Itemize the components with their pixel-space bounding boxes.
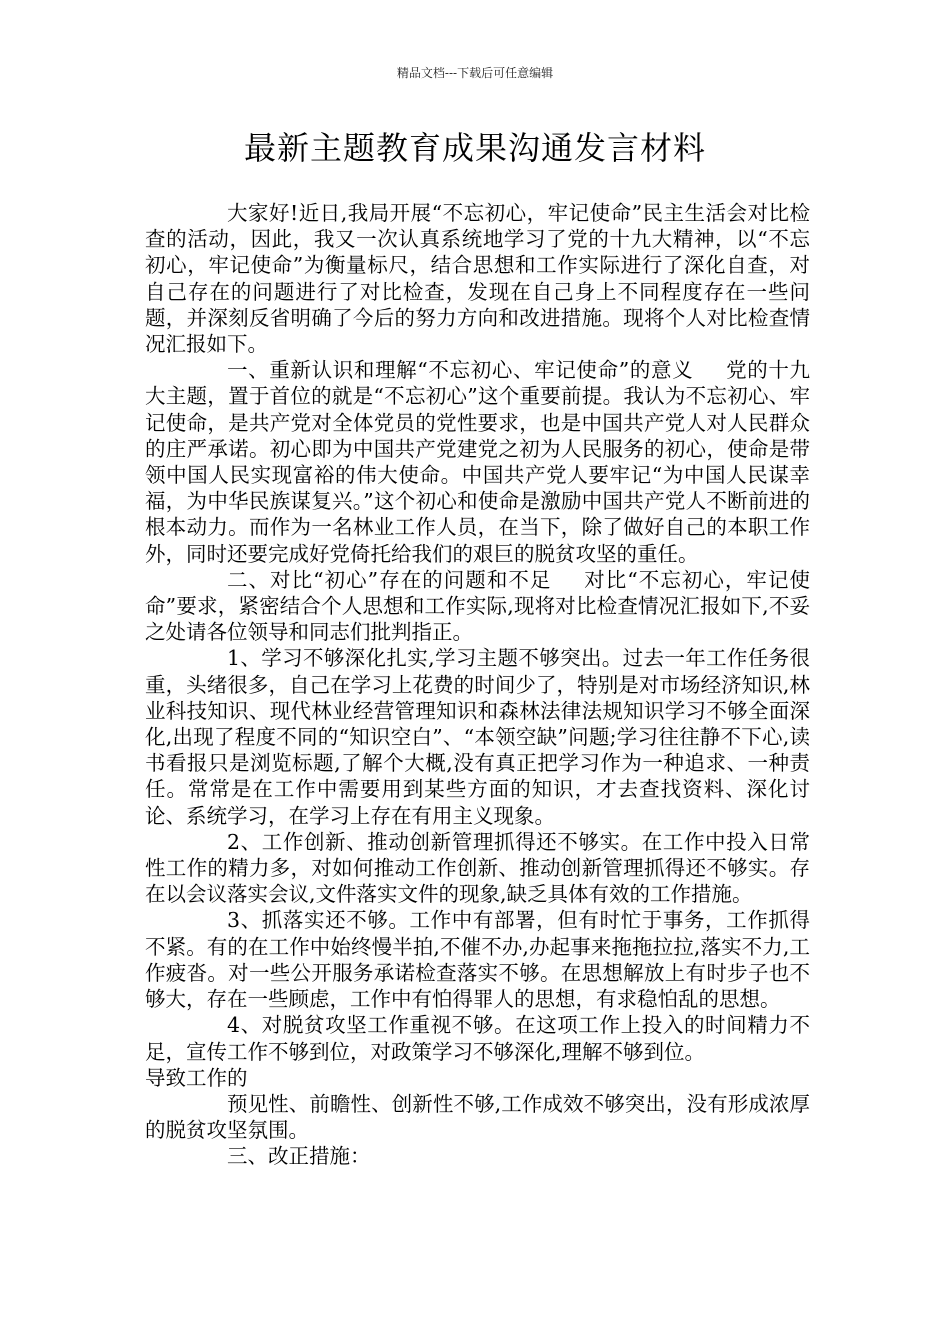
section-2-heading: 二、对比“初心”存在的问题和不足	[227, 567, 552, 592]
paragraph-issue-1: 1、学习不够深化扎实,学习主题不够突出。过去一年工作任务很重，头绪很多，自己在学习上花费的时间少了，特别是对市场经济知识,林业科技知识、现代林业经营管理知识和森林法律法规知识学习不够全面深化,出现了程度不同的“知识空白”、“本领空缺”问题;学习往往静不下心,读书看报只是浏览标题,了解个大概,没有真正把学习作为一种追求、一种责任。常常是在工作中需要用到某些方面的知识，才去查找资料、深化讨论、系统学习，在学习上存在有用主义现象。	[145, 646, 810, 828]
document-body	[145, 200, 810, 1170]
paragraph-issue-3: 3、抓落实还不够。工作中有部署，但有时忙于事务，工作抓得不紧。有的在工作中始终慢半拍,不催不办,办起事来拖拖拉拉,落实不力,工作疲沓。对一些公开服务承诺检查落实不够。在思想解放上有时步子也不够大，存在一些顾虑，工作中有怕得罪人的思想，有求稳怕乱的思想。	[145, 908, 810, 1012]
paragraph-issue-4: 4、对脱贫攻坚工作重视不够。在这项工作上投入的时间精力不足，宣传工作不够到位，对政策学习不够深化,理解不够到位。	[145, 1013, 810, 1064]
paragraph-issue-2: 2、工作创新、推动创新管理抓得还不够实。在工作中投入日常性工作的精力多，对如何推动工作创新、推动创新管理抓得还不够实。存在以会议落实会议,文件落实文件的现象,缺乏具体有效的工作措施。	[145, 829, 810, 907]
paragraph-fragment: 导致工作的	[145, 1065, 248, 1090]
paragraph-issue-4-continued: 预见性、前瞻性、创新性不够,工作成效不够突出，没有形成浓厚的脱贫攻坚氛围。	[145, 1091, 810, 1143]
paragraph-intro: 大家好!近日,我局开展“不忘初心，牢记使命”民主生活会对比检查的活动，因此，我又一次认真系统地学习了党的十九大精神，以“不忘初心，牢记使命”为衡量标尺，结合思想和工作实际进行了深化自查，对自己存在的问题进行了对比检查，发现在自己身上不同程度存在一些问题，并深刻反省明确了今后的努力方向和改进措施。现将个人对比检查情况汇报如下。	[145, 201, 810, 357]
section-2-text: 对比“不忘初心，牢记使命”要求，紧密结合个人思想和工作实际,现将对比检查情况汇报如下,不妥之处请各位领导和同志们批判指正。	[145, 567, 810, 645]
paragraph-section-1	[145, 357, 810, 567]
section-1-text: 党的十九大主题，置于首位的就是“不忘初心”这个重要前提。我认为不忘初心、牢记使命，是共产党对全体党员的党性要求，也是中国共产党人对人民群众的庄严承诺。初心即为中国共产党建党之初为人民服务的初心，使命是带领中国人民实现富裕的伟大使命。中国共产党人要牢记“为中国人民谋幸福，为中华民族谋复兴。”这个初心和使命是激励中国共产党人不断前进的根本动力。而作为一名林业工作人员，在当下，除了做好自己的本职工作外，同时还要完成好党倚托给我们的艰巨的脱贫攻坚的重任。	[145, 358, 810, 566]
section-1-heading: 一、重新认识和理解“不忘初心、牢记使命”的意义	[227, 358, 694, 383]
paragraph-section-2	[145, 567, 810, 646]
document-title: 最新主题教育成果沟通发言材料	[243, 129, 706, 167]
paragraph-section-3-heading: 三、改正措施：	[227, 1144, 371, 1169]
page-header-note: 精品文档---下载后可任意编辑	[396, 66, 554, 80]
